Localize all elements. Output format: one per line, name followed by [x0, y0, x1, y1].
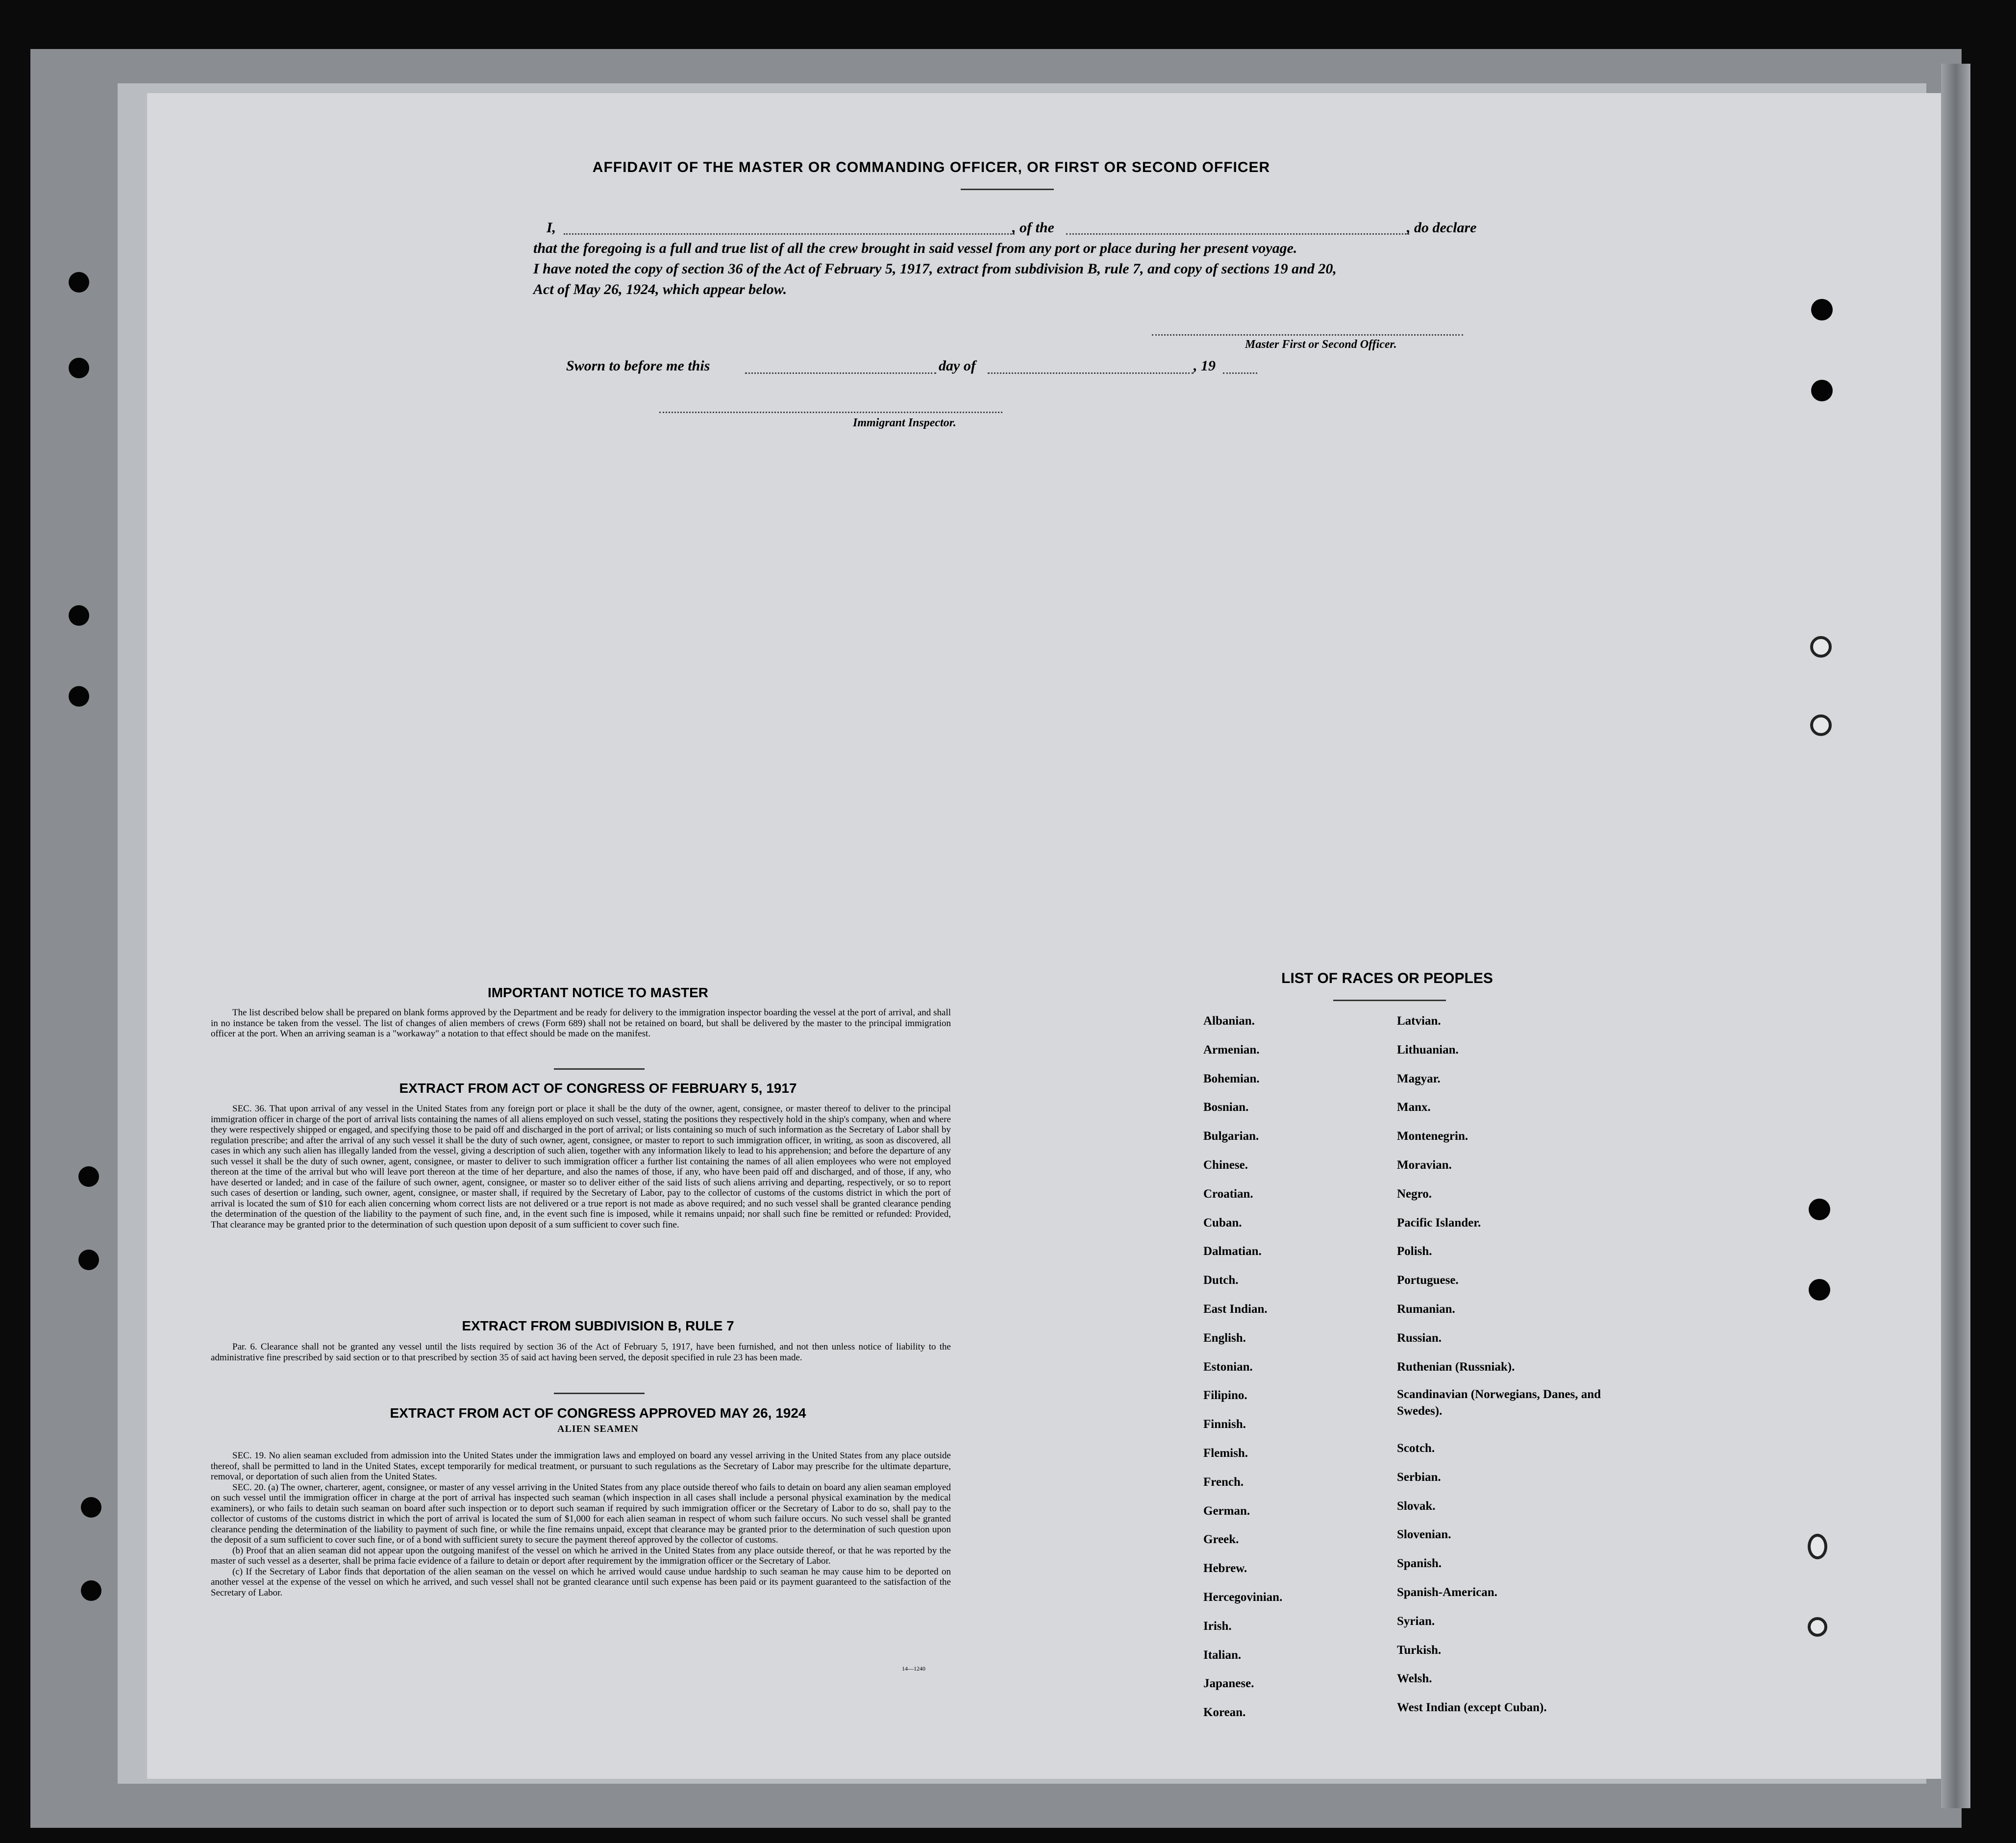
race-item: Bohemian. [1203, 1072, 1260, 1085]
punch-hole [81, 1580, 101, 1601]
race-item: Croatian. [1203, 1187, 1253, 1201]
race-item: Bulgarian. [1203, 1130, 1259, 1143]
race-item: Finnish. [1203, 1418, 1246, 1431]
race-item: Montenegrin. [1397, 1130, 1468, 1143]
extract-rule7-title: EXTRACT FROM SUBDIVISION B, RULE 7 [462, 1318, 734, 1333]
binder-edge [1941, 64, 1970, 1808]
punch-hole [1810, 636, 1832, 658]
punch-hole [1811, 380, 1833, 401]
race-item: German. [1203, 1504, 1250, 1518]
race-item: Latvian. [1397, 1014, 1441, 1028]
race-item: Estonian. [1203, 1360, 1253, 1374]
extract-1917-title: EXTRACT FROM ACT OF CONGRESS OF FEBRUARY 5, 1917 [399, 1081, 797, 1096]
race-item: West Indian (except Cuban). [1397, 1701, 1547, 1715]
race-item: Albanian. [1203, 1014, 1255, 1028]
punch-hole [1811, 299, 1833, 320]
sworn-day-blank [745, 372, 936, 374]
race-item: Bosnian. [1203, 1101, 1249, 1114]
race-item: Serbian. [1397, 1470, 1441, 1484]
race-item: French. [1203, 1475, 1244, 1489]
race-item: Filipino. [1203, 1389, 1247, 1402]
name-blank [564, 233, 1015, 235]
affidavit-line-2: that the foregoing is a full and true list of all the crew brought in said vessel from any port or place during her present voyage. [533, 240, 1297, 256]
master-caption: Master First or Second Officer. [1245, 338, 1397, 351]
race-item: Ruthenian (Russniak). [1397, 1360, 1515, 1374]
title-rule [961, 189, 1054, 190]
master-signature-line [1152, 334, 1463, 336]
race-item: Korean. [1203, 1706, 1246, 1720]
year-text: , 19 [1194, 358, 1216, 374]
section-rule [554, 1068, 645, 1070]
race-item: Greek. [1203, 1533, 1239, 1547]
sec-20b-paragraph: (b) Proof that an alien seaman did not appear upon the outgoing manifest of the vessel on which he arrived in the United States from any place outside thereof, or that he was reported by the master of such vessel as a deserter, shall be prima facie evidence of a failure to detain or deport after requirement by the immigration officer or the Secretary of Labor. [211, 1545, 951, 1566]
vessel-blank [1066, 233, 1409, 235]
form-number: 14—1240 [902, 1665, 925, 1672]
race-item: Negro. [1397, 1187, 1432, 1201]
race-item: Pacific Islander. [1397, 1216, 1481, 1229]
punch-hole [1809, 1279, 1830, 1301]
race-item: Moravian. [1397, 1158, 1452, 1172]
punch-hole [1808, 1534, 1827, 1559]
punch-hole [1809, 1199, 1830, 1220]
race-item: English. [1203, 1331, 1246, 1345]
race-item: Russian. [1397, 1331, 1442, 1345]
inspector-signature-line [659, 412, 1002, 413]
race-item: Magyar. [1397, 1072, 1441, 1085]
extract-rule7-text [211, 1342, 951, 1363]
race-item: Hercegovinian. [1203, 1591, 1283, 1604]
race-item: Flemish. [1203, 1447, 1248, 1460]
races-title: LIST OF RACES OR PEOPLES [1281, 970, 1493, 986]
punch-hole [69, 358, 89, 378]
race-item: Irish. [1203, 1619, 1232, 1633]
race-item: Slovenian. [1397, 1528, 1451, 1542]
race-item: Lithuanian. [1397, 1043, 1459, 1057]
day-of-text: day of [939, 358, 976, 374]
race-item: East Indian. [1203, 1302, 1268, 1316]
section-rule [554, 1393, 645, 1394]
race-item: Dutch. [1203, 1274, 1239, 1287]
race-item: Chinese. [1203, 1158, 1248, 1172]
inspector-caption: Immigrant Inspector. [853, 417, 956, 429]
race-item: Rumanian. [1397, 1302, 1455, 1316]
affidavit-line-3: I have noted the copy of section 36 of the Act of February 5, 1917, extract from subdivision B, rule 7, and copy of sections 19 and 20, [533, 261, 1337, 277]
race-item: Hebrew. [1203, 1562, 1247, 1575]
race-item: Spanish-American. [1397, 1586, 1497, 1599]
race-item: Japanese. [1203, 1677, 1254, 1691]
affidavit-line-4: Act of May 26, 1924, which appear below. [533, 281, 787, 297]
year-blank [1223, 372, 1257, 374]
extract-1924-text [211, 1450, 951, 1598]
notice-text [211, 1008, 951, 1039]
race-item: Syrian. [1397, 1614, 1435, 1628]
race-item: Portuguese. [1397, 1274, 1459, 1287]
par-6-paragraph: Par. 6. Clearance shall not be granted any vessel until the lists required by section 36 of the Act of February 5, 1917, have been furnished, and not then unless notice of liability to the administrative fine prescribed by said section or to that prescribed by section 35 of said act having been served, the deposit specified in rule 23 has been made. [211, 1342, 951, 1363]
race-item: Dalmatian. [1203, 1245, 1262, 1258]
race-item: Armenian. [1203, 1043, 1260, 1057]
race-item: Manx. [1397, 1101, 1431, 1114]
punch-hole [69, 686, 89, 707]
race-item: Spanish. [1397, 1557, 1442, 1571]
race-item: Scotch. [1397, 1442, 1435, 1455]
sworn-month-blank [988, 372, 1194, 374]
punch-hole [78, 1250, 99, 1270]
punch-hole [78, 1166, 99, 1187]
punch-hole [1808, 1617, 1827, 1637]
sec-19-paragraph: SEC. 19. No alien seaman excluded from admission into the United States under the immigration laws and employed on board any vessel arriving in the United States from any place outside thereof, shall be permitted to land in the United States, except temporarily for medical treatment, or pursuant to such regulations as the Secretary of Labor may prescribe for the ultimate departure, removal, or deportation of such alien from the United States. [211, 1450, 951, 1482]
extract-1924-title: EXTRACT FROM ACT OF CONGRESS APPROVED MAY 26, 1924 [390, 1405, 806, 1421]
punch-hole [69, 272, 89, 293]
races-rule [1333, 1000, 1446, 1001]
alien-seamen-heading: ALIEN SEAMEN [557, 1424, 639, 1434]
affidavit-i: I, [547, 220, 556, 236]
punch-hole [1810, 714, 1832, 736]
punch-hole [81, 1497, 101, 1518]
sec-20a-paragraph: SEC. 20. (a) The owner, charterer, agent, consignee, or master of any vessel arriving in the United States from any place outside thereof who fails to detain on board any alien seaman employed on such vessel until the immigration officer in charge at the port of arrival has inspected such seaman (which inspection in all cases shall include a personal physical examination by the medical examiners), or who fails to detain such seaman on board after such inspection or to deport such seaman if required by such immigration officer or the Secretary of Labor to do so, shall pay to the collector of customs of the customs district in which the port of arrival is located the sum of $1,000 for each alien seaman in respect of whom such failure occurs. No such vessel shall be granted clearance pending the determination of the liability to payment of such fine, or while the fine remains unpaid, except that clearance may be granted prior to the determination of such question upon the deposit of a sum sufficient to cover such fine, or of a bond with sufficient surety to secure the payment thereof approved by the collector of customs. [211, 1482, 951, 1545]
race-item: Scandinavian (Norwegians, Danes, and Swedes). [1397, 1388, 1601, 1418]
notice-title: IMPORTANT NOTICE TO MASTER [487, 985, 709, 1000]
race-item: Welsh. [1397, 1672, 1432, 1686]
extract-1917-text [211, 1104, 951, 1230]
race-item: Slovak. [1397, 1499, 1436, 1513]
race-item: Italian. [1203, 1648, 1242, 1662]
race-item: Polish. [1397, 1245, 1432, 1258]
affidavit-of-the: , of the [1012, 220, 1054, 236]
affidavit-title: AFFIDAVIT OF THE MASTER OR COMMANDING OFFICER, OR FIRST OR SECOND OFFICER [592, 159, 1270, 175]
affidavit-declare: , do declare [1407, 220, 1477, 236]
race-item: Turkish. [1397, 1643, 1442, 1657]
sworn-text: Sworn to before me this [566, 358, 710, 374]
notice-paragraph: The list described below shall be prepared on blank forms approved by the Department and be ready for delivery to the immigration inspector boarding the vessel at the port of arrival, and shall in no instance be taken from the vessel. The list of changes of alien members of crews (Form 689) shall not be retained on board, but shall be delivered by the master to the principal immigration officer at the port. When an arriving seaman is a "workaway" a notation to that effect should be made on the manifest. [211, 1008, 951, 1039]
sec-20c-paragraph: (c) If the Secretary of Labor finds that deportation of the alien seaman on the vessel on which he arrived would cause undue hardship to such seaman he may cause him to be deported on another vessel at the expense of the vessel on which he arrived, and such vessel shall not be granted clearance until such expense has been paid or its payment guaranteed to the satisfaction of the Secretary of Labor. [211, 1566, 951, 1598]
punch-hole [69, 605, 89, 626]
sec-36-paragraph: SEC. 36. That upon arrival of any vessel in the United States from any foreign port or place it shall be the duty of the owner, agent, consignee, or master thereof to deliver to the principal immigration officer in charge of the port of arrival lists containing the names of all aliens employed on such vessel, stating the positions they respectively hold in the ship's company, when and where they were respectively shipped or engaged, and specifying those to be paid off and discharged in the port of arrival; or lists containing so much of such information as the Secretary of Labor shall by regulation prescribe; and after the arrival of any such vessel it shall be the duty of such owner, agent, consignee, or master to report to such immigration officer, in writing, as soon as discovered, all cases in which any such alien has illegally landed from the vessel, giving a description of such alien, together with any information likely to lead to his apprehension; and before the departure of any such vessel it shall be the duty of such owner, agent, consignee, or master to deliver to such immigration officer a further list containing the names of all alien employees who were not employed thereon at the time of the arrival but who will leave port thereon at the time of her departure, and also the names of those, if any, who have been paid off and discharged, and of those, if any, who have deserted or landed; and in case of the failure of such owner, agent, consignee, or master so to deliver either of the said lists of such aliens arriving and departing, respectively, or so to report such cases of desertion or landing, such owner, agent, consignee, or master shall, if required by the Secretary of Labor, pay to the collector of customs of the customs district in which the port of arrival is located the sum of $10 for each alien concerning whom correct lists are not delivered or a true report is not made as above required; and no such vessel shall be granted clearance pending the determination of the question of the liability to the payment of such fine, and, in the event such fine is imposed, while it remains unpaid; nor shall such fine be remitted or refunded: Provided, That clearance may be granted prior to the determination of such question upon deposit of a sum sufficient to cover such fine. [211, 1104, 951, 1230]
race-item: Cuban. [1203, 1216, 1242, 1229]
